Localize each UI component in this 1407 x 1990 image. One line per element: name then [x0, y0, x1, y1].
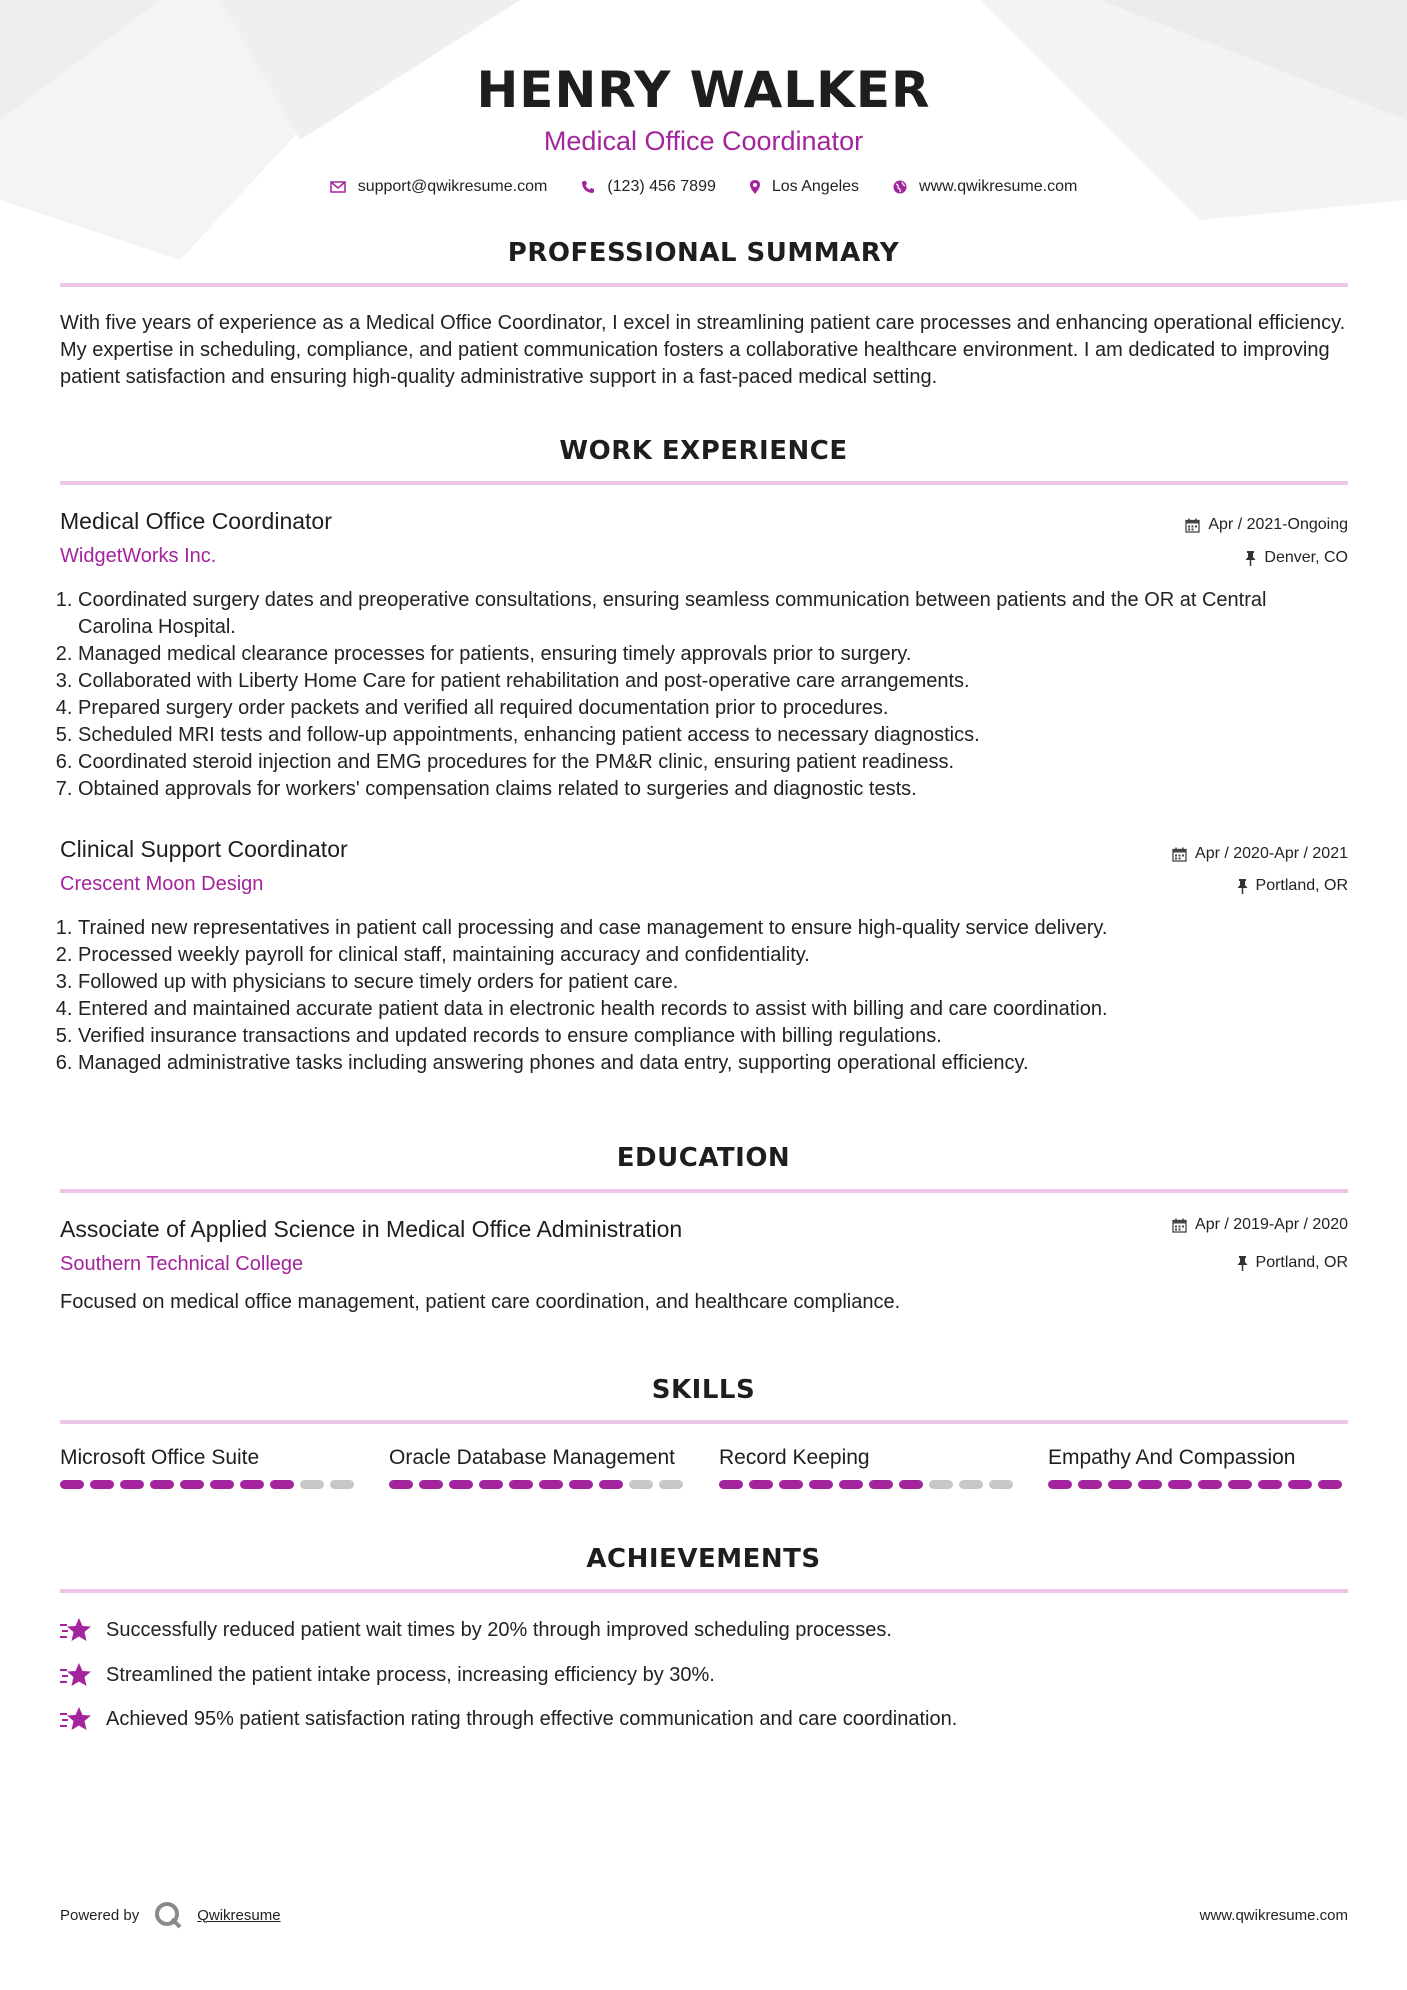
brand-link[interactable]: Qwikresume [197, 1906, 281, 1924]
list-item: 3. Followed up with physicians to secure timely orders for patient care. [78, 969, 1340, 996]
skill-dot-filled [60, 1480, 84, 1489]
job-duties-list [60, 587, 1340, 803]
achievement-text: Streamlined the patient intake process, increasing efficiency by 30%. [106, 1663, 715, 1686]
job-location-text: Denver, CO [1264, 549, 1348, 566]
contact-phone-text: (123) 456 7899 [607, 178, 716, 195]
skill-dot-filled [389, 1480, 413, 1489]
skill-dot-filled [749, 1480, 773, 1489]
skill-dot-filled [719, 1480, 743, 1489]
summary-text: With five years of experience as a Medical Office Coordinator, I excel in streamlining patient care processes and enhancing operational efficiency. My expertise in scheduling, compliance, and patient communication fosters a collaborative healthcare environment. I am dedicated to improving patient satisfaction and ensuring high-quality administrative support in a fast-paced medical setting. [60, 312, 1346, 388]
skills-heading: SKILLS [651, 1375, 756, 1405]
summary-divider [60, 283, 1348, 287]
calendar-icon [1172, 847, 1187, 862]
skills-divider [60, 1420, 1348, 1424]
skill-dot-filled [839, 1480, 863, 1489]
education-dates-text: Apr / 2019-Apr / 2020 [1195, 1216, 1348, 1233]
footer [60, 1900, 1348, 1930]
list-item: 1. Coordinated surgery dates and preoperative consultations, ensuring seamless communication between patients and the OR at Central Carolina Hospital. [78, 587, 1340, 641]
skill-dot-filled [1138, 1480, 1162, 1489]
location-pin-icon [750, 180, 760, 194]
candidate-name: HENRY WALKER [476, 61, 931, 119]
pushpin-icon [1245, 551, 1256, 566]
skill-rating [60, 1480, 360, 1489]
skill-dot-filled [1318, 1480, 1342, 1489]
summary-heading: PROFESSIONAL SUMMARY [507, 238, 900, 268]
achievement-item [60, 1661, 715, 1689]
skill-dot-filled [1198, 1480, 1222, 1489]
skill-name: Empathy And Compassion [1048, 1446, 1296, 1469]
skill-dot-empty [300, 1480, 324, 1489]
job-dates-text: Apr / 2021-Ongoing [1208, 516, 1348, 533]
education-location [1237, 1254, 1348, 1272]
envelope-icon [330, 181, 346, 193]
calendar-icon [1185, 518, 1200, 533]
list-item: 1. Trained new representatives in patient call processing and case management to ensure high-quality service delivery. [78, 915, 1340, 942]
skill-dot-filled [1048, 1480, 1072, 1489]
education-heading: EDUCATION [616, 1143, 791, 1173]
star-icon [60, 1616, 92, 1644]
job-title: Medical Office Coordinator [60, 508, 332, 534]
skill-dot-filled [120, 1480, 144, 1489]
star-icon [60, 1705, 92, 1733]
skill-dot-empty [659, 1480, 683, 1489]
skill-dot-filled [270, 1480, 294, 1489]
job-company: WidgetWorks Inc. [60, 545, 217, 567]
list-item: 6. Coordinated steroid injection and EMG procedures for the PM&R clinic, ensuring patient readiness. [78, 749, 1340, 776]
education-dates [1172, 1216, 1348, 1234]
achievements-divider [60, 1589, 1348, 1593]
skill-dot-filled [899, 1480, 923, 1489]
job-company: Crescent Moon Design [60, 873, 264, 895]
pushpin-icon [1237, 879, 1248, 894]
job-location-text: Portland, OR [1255, 877, 1348, 894]
calendar-icon [1172, 1218, 1187, 1233]
list-item: 2. Processed weekly payroll for clinical staff, maintaining accuracy and confidentiality. [78, 942, 1340, 969]
list-item: 2. Managed medical clearance processes for patients, ensuring timely approvals prior to surgery. [78, 641, 1340, 668]
education-location-text: Portland, OR [1255, 1254, 1348, 1271]
resume-header [0, 0, 1407, 196]
achievement-text: Successfully reduced patient wait times by 20% through improved scheduling processes. [106, 1618, 892, 1641]
skill-name: Oracle Database Management [389, 1446, 675, 1469]
skill-dot-filled [180, 1480, 204, 1489]
skill-dot-filled [779, 1480, 803, 1489]
job-location [1237, 877, 1348, 895]
skill-dot-filled [479, 1480, 503, 1489]
skill-dot-filled [449, 1480, 473, 1489]
achievement-item [60, 1616, 892, 1644]
job-dates [1172, 845, 1348, 863]
skill-rating [1048, 1480, 1348, 1489]
contact-website-text: www.qwikresume.com [919, 178, 1078, 195]
skill-rating [719, 1480, 1019, 1489]
phone-icon [581, 180, 595, 194]
skill-dot-filled [539, 1480, 563, 1489]
skill-dot-filled [419, 1480, 443, 1489]
contact-bar [0, 178, 1407, 196]
skill-dot-filled [869, 1480, 893, 1489]
achievement-item [60, 1705, 957, 1733]
skill-dot-empty [330, 1480, 354, 1489]
skill-item [719, 1446, 1019, 1489]
skill-dot-filled [1288, 1480, 1312, 1489]
pushpin-icon [1237, 1256, 1248, 1271]
skill-dot-filled [210, 1480, 234, 1489]
qwikresume-logo-icon [153, 1900, 183, 1930]
skill-dot-filled [1108, 1480, 1132, 1489]
list-item: 4. Prepared surgery order packets and verified all required documentation prior to procedures. [78, 695, 1340, 722]
skill-name: Record Keeping [719, 1446, 870, 1469]
star-icon [60, 1661, 92, 1689]
list-item: 4. Entered and maintained accurate patient data in electronic health records to assist with billing and care coordination. [78, 996, 1340, 1023]
contact-location [750, 178, 859, 196]
job-duties-list [60, 915, 1340, 1077]
list-item: 5. Verified insurance transactions and updated records to ensure compliance with billing regulations. [78, 1023, 1340, 1050]
skill-item [60, 1446, 360, 1489]
education-description: Focused on medical office management, patient care coordination, and healthcare compliance. [60, 1291, 901, 1313]
achievement-text: Achieved 95% patient satisfaction rating through effective communication and care coordination. [106, 1707, 958, 1730]
job-dates [1185, 516, 1348, 534]
skill-dot-empty [959, 1480, 983, 1489]
list-item: 6. Managed administrative tasks including answering phones and data entry, supporting operational efficiency. [78, 1050, 1340, 1077]
skill-dot-empty [929, 1480, 953, 1489]
skill-item [1048, 1446, 1348, 1489]
skill-dot-empty [989, 1480, 1013, 1489]
achievements-heading: ACHIEVEMENTS [586, 1544, 821, 1574]
powered-by-label: Powered by [60, 1906, 140, 1924]
footer-url[interactable]: www.qwikresume.com [1199, 1906, 1348, 1924]
job-title: Clinical Support Coordinator [60, 836, 348, 862]
skill-dot-filled [240, 1480, 264, 1489]
contact-location-text: Los Angeles [771, 178, 860, 195]
contact-email[interactable] [330, 178, 548, 196]
list-item: 5. Scheduled MRI tests and follow-up appointments, enhancing patient access to necessary diagnostics. [78, 722, 1340, 749]
candidate-title: Medical Office Coordinator [543, 126, 864, 156]
contact-email-text: support@qwikresume.com [357, 178, 548, 195]
skill-item [389, 1446, 689, 1489]
skill-name: Microsoft Office Suite [60, 1446, 260, 1469]
skill-dot-filled [150, 1480, 174, 1489]
skill-dot-empty [629, 1480, 653, 1489]
education-divider [60, 1189, 1348, 1193]
skill-dot-filled [1228, 1480, 1252, 1489]
degree-title: Associate of Applied Science in Medical Office Administration [60, 1216, 683, 1242]
job-dates-text: Apr / 2020-Apr / 2021 [1195, 845, 1348, 862]
contact-website[interactable] [893, 178, 1077, 196]
list-item: 3. Collaborated with Liberty Home Care for patient rehabilitation and post-operative care arrangements. [78, 668, 1340, 695]
powered-by [60, 1900, 281, 1930]
skill-dot-filled [1258, 1480, 1282, 1489]
school-name: Southern Technical College [60, 1253, 304, 1275]
experience-heading: WORK EXPERIENCE [559, 436, 848, 466]
skill-rating [389, 1480, 689, 1489]
skill-dot-filled [809, 1480, 833, 1489]
skill-dot-filled [569, 1480, 593, 1489]
skill-dot-filled [509, 1480, 533, 1489]
skill-dot-filled [599, 1480, 623, 1489]
experience-divider [60, 481, 1348, 485]
contact-phone[interactable] [581, 178, 716, 196]
skill-dot-filled [1078, 1480, 1102, 1489]
globe-icon [893, 180, 907, 194]
job-location [1245, 549, 1348, 567]
skill-dot-filled [1168, 1480, 1192, 1489]
list-item: 7. Obtained approvals for workers' compensation claims related to surgeries and diagnostic tests. [78, 776, 1340, 803]
skill-dot-filled [90, 1480, 114, 1489]
